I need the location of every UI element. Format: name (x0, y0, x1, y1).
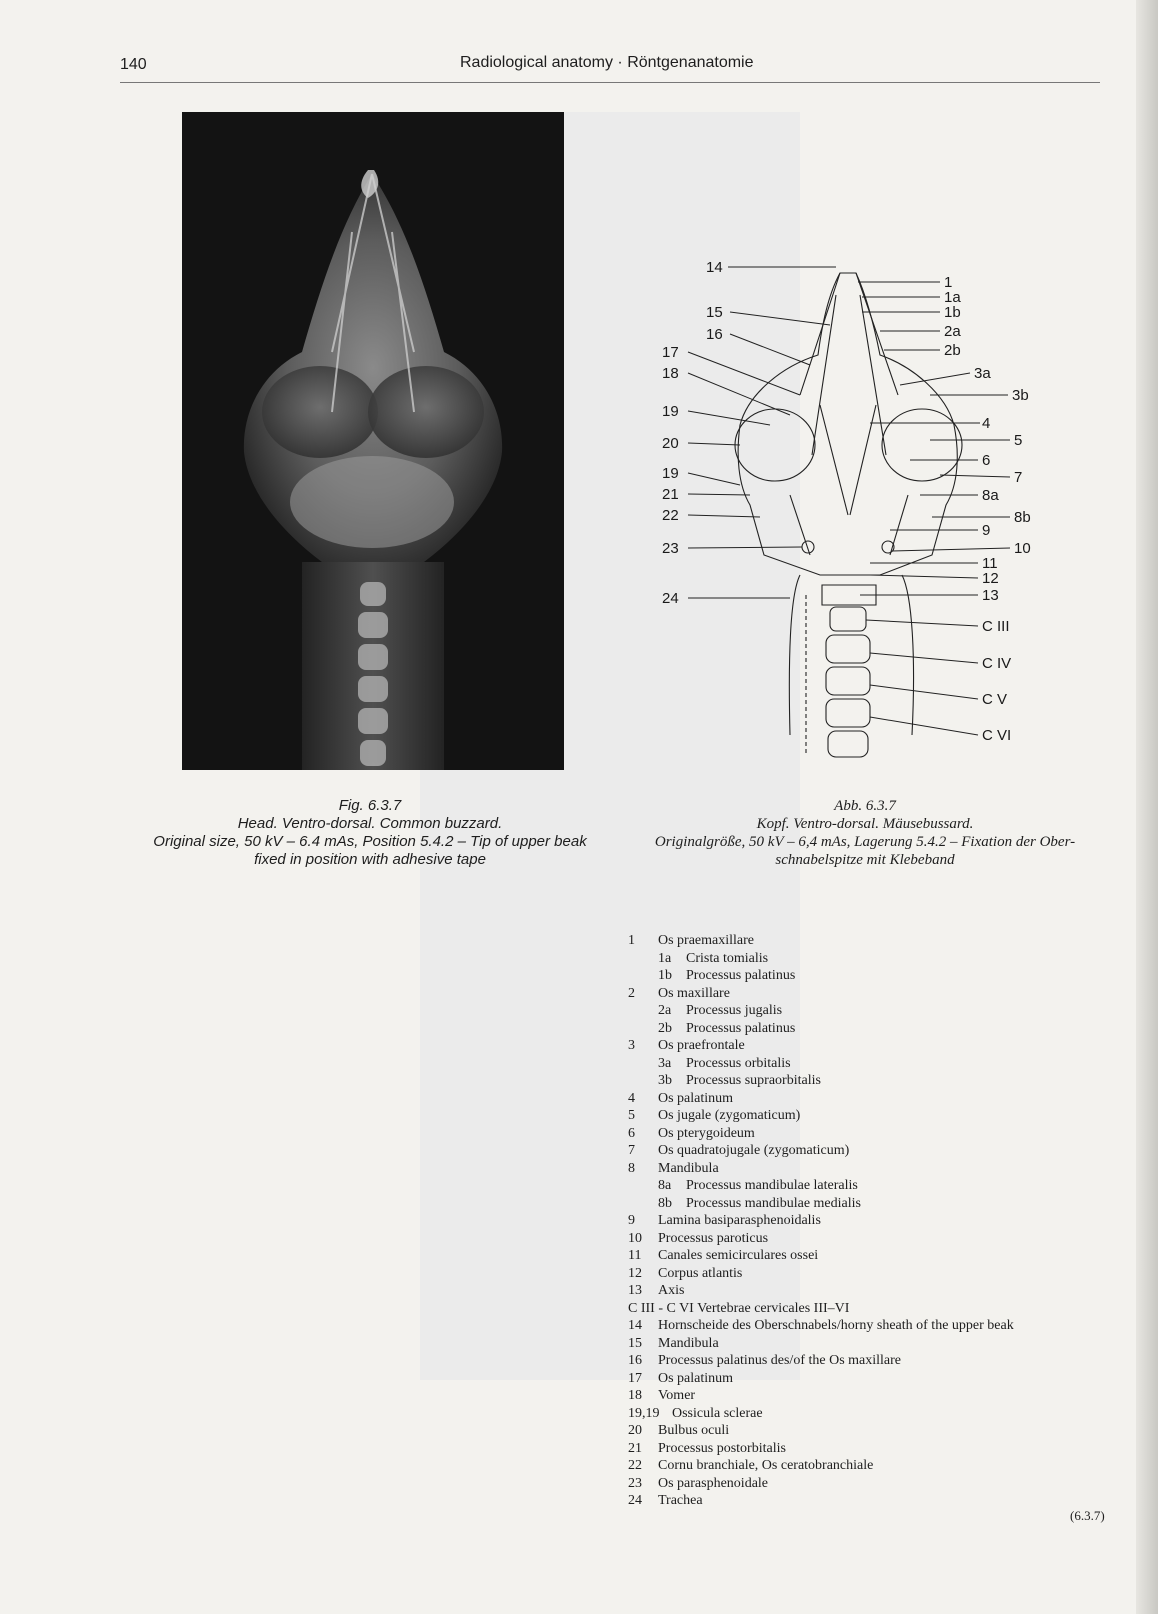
legend-item (628, 1387, 1108, 1405)
legend-item (628, 1002, 1108, 1020)
legend-item (628, 1020, 1108, 1038)
legend-text: Os pterygoideum (658, 1125, 755, 1141)
legend-text: Processus mandibulae medialis (686, 1195, 861, 1211)
legend-text: Mandibula (658, 1335, 719, 1351)
legend-text: Processus supraorbitalis (686, 1073, 821, 1088)
legend-item (628, 1212, 1108, 1230)
diagram-label: C III (982, 618, 1010, 635)
diagram-label: 17 (662, 344, 679, 361)
leader-lines (688, 267, 1010, 735)
legend-text: Bulbus oculi (658, 1423, 730, 1438)
legend-item (628, 1177, 1108, 1195)
legend-text: Processus palatinus (686, 1020, 796, 1036)
caption-line: Head. Ventro-dorsal. Common buzzard. (237, 815, 503, 832)
diagram-label: 1b (944, 304, 961, 321)
legend-item (628, 1195, 1108, 1213)
diagram-label: C V (982, 691, 1008, 708)
legend-item (628, 1440, 1108, 1458)
legend-number: 2 (628, 985, 635, 1001)
legend-item (628, 1160, 1108, 1178)
diagram-outline (735, 273, 962, 757)
legend-item (628, 1457, 1108, 1475)
legend-number: 4 (628, 1090, 635, 1106)
legend-text: Lamina basiparasphenoidalis (658, 1213, 821, 1228)
legend-text: Processus orbitalis (686, 1055, 791, 1071)
legend-text: Hornscheide des Oberschnabels/horny sheath of the upper beak (658, 1318, 1014, 1333)
caption-line: schnabelspitze mit Klebeband (775, 852, 955, 868)
legend-item (628, 1107, 1108, 1125)
legend-number: 13 (628, 1283, 642, 1298)
legend-text: Ossicula sclerae (672, 1405, 763, 1421)
diagram-label: 1 (944, 274, 953, 291)
legend-text: Os praemaxillare (658, 933, 755, 948)
diagram-label: 24 (662, 590, 679, 607)
legend-number: 23 (628, 1475, 642, 1491)
diagram-label: 22 (662, 507, 679, 524)
legend-number: 16 (628, 1353, 642, 1368)
diagram-label: C IV (982, 655, 1012, 672)
legend-item (628, 1230, 1108, 1248)
diagram-labels-right (944, 274, 1031, 744)
legend-number: 9 (628, 1213, 635, 1228)
legend-number: 10 (628, 1230, 642, 1246)
diagram-label: 3a (974, 365, 991, 382)
diagram-label: 6 (982, 452, 991, 469)
xray-svg (182, 112, 564, 770)
legend-number: 1b (658, 968, 672, 983)
diagram-label: 8a (982, 487, 999, 504)
diagram-label: 20 (662, 435, 679, 452)
legend-number: 1a (658, 950, 672, 966)
diagram-label: 1a (944, 289, 961, 306)
legend-item (628, 1317, 1108, 1335)
legend-item (628, 1265, 1108, 1283)
figure-number: Abb. 6.3.7 (834, 798, 896, 814)
legend-text: Processus mandibulae lateralis (686, 1178, 858, 1193)
legend-number: 19,19 (628, 1405, 660, 1421)
anatomy-diagram (640, 255, 1070, 785)
caption-line: Original size, 50 kV – 6.4 mAs, Position 5.4.2 – Tip of upper beak (153, 833, 587, 850)
diagram-label: 9 (982, 522, 991, 539)
diagram-label: 19 (662, 465, 679, 482)
caption-line: Kopf. Ventro-dorsal. Mäusebussard. (756, 816, 974, 832)
diagram-label: 8b (1014, 509, 1031, 526)
legend-number: 8 (628, 1160, 635, 1176)
legend-text: Cornu branchiale, Os ceratobranchiale (658, 1458, 874, 1473)
legend-number: 18 (628, 1388, 642, 1403)
legend-text: Os quadratojugale (zygomaticum) (658, 1143, 850, 1158)
legend-item (628, 1037, 1108, 1055)
legend-number: 3a (658, 1055, 672, 1071)
legend-item (628, 1370, 1108, 1388)
legend-item (628, 985, 1108, 1003)
legend-item (628, 967, 1108, 985)
legend-text: Os praefrontale (658, 1038, 745, 1053)
legend-text: Canales semicirculares ossei (658, 1248, 819, 1263)
legend-item (628, 1247, 1108, 1265)
legend-text: Corpus atlantis (658, 1265, 743, 1281)
diagram-label: 19 (662, 403, 679, 420)
legend-text: Vomer (658, 1388, 696, 1403)
diagram-label: C VI (982, 727, 1012, 744)
legend-number: 7 (628, 1143, 635, 1158)
page-edge-shadow (1136, 0, 1158, 1614)
legend-item (628, 1090, 1108, 1108)
diagram-label: 15 (706, 304, 723, 321)
diagram-label: 11 (982, 555, 998, 572)
legend-number: 24 (628, 1493, 642, 1508)
legend-number: 2b (658, 1020, 672, 1036)
diagram-label: 3b (1012, 387, 1029, 404)
legend-number: 2a (658, 1003, 672, 1018)
legend-item (628, 1142, 1108, 1160)
diagram-label: 21 (662, 486, 679, 503)
legend-item (628, 1492, 1108, 1510)
diagram-label: 5 (1014, 432, 1023, 449)
legend-item (628, 1405, 1108, 1423)
legend-number: 22 (628, 1458, 642, 1473)
diagram-label: 18 (662, 365, 679, 382)
diagram-label: 2b (944, 342, 961, 359)
legend-item (628, 1422, 1108, 1440)
legend-item (628, 1125, 1108, 1143)
legend-text: Processus palatinus (686, 968, 796, 983)
diagram-label: 14 (706, 259, 723, 276)
legend-text: Axis (658, 1283, 685, 1298)
diagram-label: 2a (944, 323, 961, 340)
page-header (120, 52, 1100, 83)
diagram-label: 12 (982, 570, 999, 587)
legend-item (628, 950, 1108, 968)
legend-text: Processus palatinus des/of the Os maxillare (658, 1353, 902, 1368)
figure-reference: (6.3.7) (1070, 1508, 1105, 1523)
legend-item (628, 1352, 1108, 1370)
legend-text: Crista tomialis (686, 950, 769, 966)
legend-number: 3 (628, 1038, 635, 1053)
legend-item (628, 1072, 1108, 1090)
legend-item (628, 1055, 1108, 1073)
legend-text: Os palatinum (658, 1370, 734, 1386)
legend-number: 21 (628, 1440, 642, 1456)
diagram-label: 4 (982, 415, 991, 432)
legend-text: Processus postorbitalis (658, 1440, 786, 1456)
figure-number: Fig. 6.3.7 (338, 797, 402, 814)
legend-number: 11 (628, 1248, 642, 1263)
legend-number: 6 (628, 1125, 635, 1141)
legend-number: 20 (628, 1423, 642, 1438)
legend-text: Processus jugalis (686, 1003, 783, 1018)
xray-image (182, 112, 564, 770)
legend-number: 8a (658, 1178, 672, 1193)
legend-text: Os parasphenoidale (658, 1475, 769, 1491)
diagram-label: 16 (706, 326, 723, 343)
legend-number: 17 (628, 1370, 642, 1386)
running-title: Radiological anatomy · Röntgenanatomie (460, 54, 754, 71)
caption-line: Originalgröße, 50 kV – 6,4 mAs, Lagerung 5.4.2 – Fixation der Ober- (654, 834, 1076, 850)
figure-caption-english (130, 797, 610, 869)
diagram-label: 23 (662, 540, 679, 557)
legend-text: Processus paroticus (658, 1230, 769, 1246)
legend-item (628, 1475, 1108, 1493)
legend-number: 1 (628, 933, 635, 948)
legend-item (628, 1300, 1108, 1318)
diagram-label: 10 (1014, 540, 1031, 557)
legend-item (628, 1335, 1108, 1353)
anatomy-legend (628, 932, 1108, 1510)
legend-text: Mandibula (658, 1160, 719, 1176)
page-number: 140 (120, 56, 147, 73)
legend-number: 12 (628, 1265, 642, 1281)
legend-item (628, 932, 1108, 950)
diagram-labels-left (662, 259, 723, 607)
diagram-label: 13 (982, 587, 999, 604)
legend-text: Os palatinum (658, 1090, 734, 1106)
legend-number: 5 (628, 1108, 635, 1123)
legend-item (628, 1282, 1108, 1300)
legend-text: C III - C VI Vertebrae cervicales III–VI (628, 1300, 850, 1316)
caption-line: fixed in position with adhesive tape (254, 851, 486, 868)
legend-number: 8b (658, 1195, 672, 1211)
legend-number: 15 (628, 1335, 642, 1351)
legend-text: Os jugale (zygomaticum) (658, 1108, 801, 1123)
diagram-label: 7 (1014, 469, 1023, 486)
figure-caption-german (630, 797, 1100, 869)
legend-number: 3b (658, 1073, 672, 1088)
legend-text: Os maxillare (658, 985, 730, 1001)
legend-text: Trachea (658, 1493, 703, 1508)
legend-number: 14 (628, 1318, 642, 1333)
